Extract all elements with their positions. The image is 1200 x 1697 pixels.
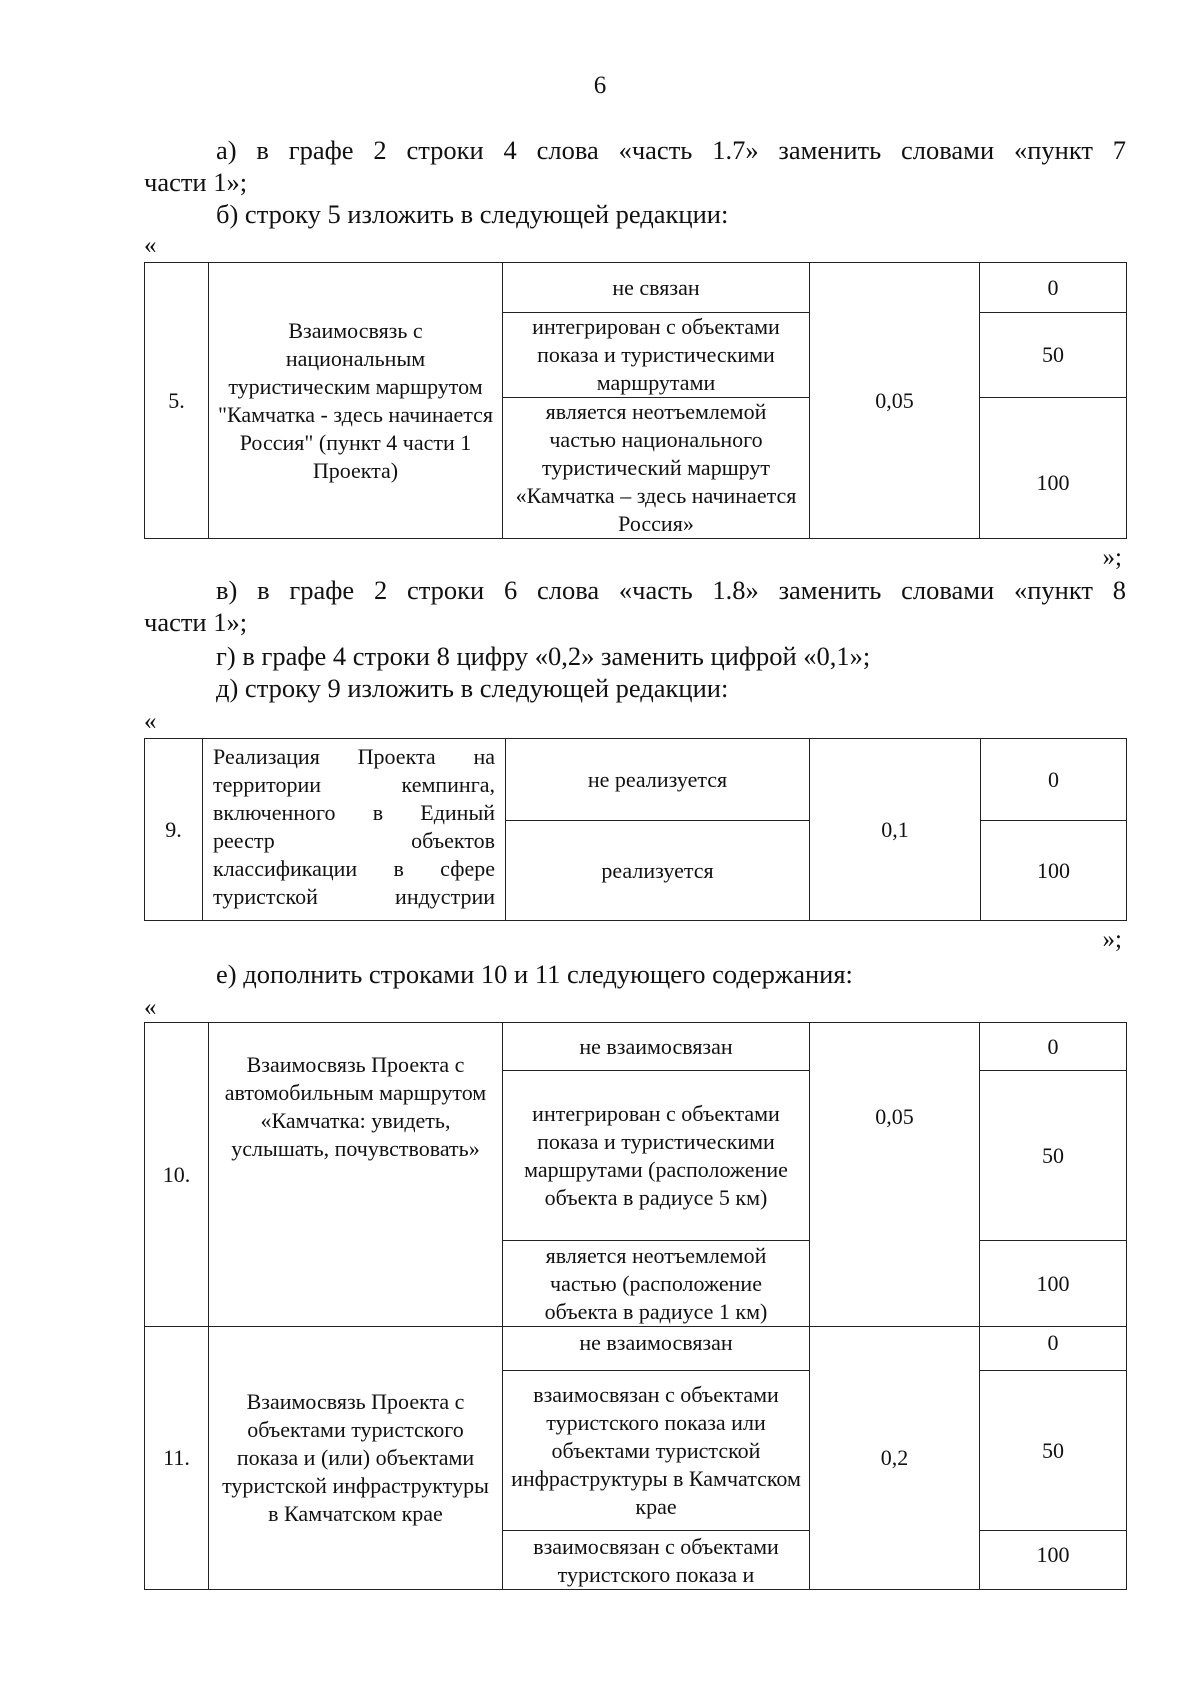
option-cell: не взаимосвязан (503, 1023, 810, 1071)
criterion-cell: Взаимосвязь Проекта с объектами туристского показа и (или) объектами туристской инфраструктуры в Камчатском крае (209, 1327, 503, 1590)
option-cell: взаимосвязан с объектами туристского показа или объектами туристской инфраструктуры в Камчатском крае (503, 1371, 810, 1531)
paragraph-v-line2: части 1»; (144, 607, 248, 637)
quote-open-2: « (144, 708, 157, 735)
page-number: 6 (593, 72, 607, 99)
score-cell: 100 (980, 1531, 1127, 1590)
score-cell: 100 (981, 821, 1127, 921)
weight-cell: 0,05 (810, 263, 980, 539)
table-row-5 (144, 262, 1127, 539)
row-number: 10. (145, 1023, 209, 1327)
score-cell: 0 (980, 263, 1127, 313)
row-number: 9. (145, 739, 203, 921)
paragraph-g: г) в графе 4 строки 8 цифру «0,2» заменить цифрой «0,1»; (216, 641, 871, 671)
quote-close-1: »; (1102, 544, 1122, 571)
quote-open-1: « (144, 232, 157, 259)
option-cell: взаимосвязан с объектами туристского показа и (503, 1531, 810, 1590)
weight-cell: 0,2 (810, 1327, 980, 1590)
score-cell: 50 (980, 1071, 1127, 1241)
score-cell: 0 (981, 739, 1127, 821)
paragraph-e: е) дополнить строками 10 и 11 следующего содержания: (216, 959, 853, 989)
table-rows-10-11 (144, 1022, 1127, 1590)
score-cell: 0 (980, 1023, 1127, 1071)
row-number: 5. (145, 263, 209, 539)
score-cell: 50 (980, 1371, 1127, 1531)
option-cell: интегрирован с объектами показа и туристическими маршрутами (503, 313, 810, 398)
score-cell: 50 (980, 313, 1127, 398)
option-cell: не реализуется (506, 739, 810, 821)
score-cell: 100 (980, 398, 1127, 539)
quote-open-3: « (144, 994, 157, 1021)
option-cell: интегрирован с объектами показа и туристическими маршрутами (расположение объекта в радиусе 5 км) (503, 1071, 810, 1241)
paragraph-v-line1: в) в графе 2 строки 6 слова «часть 1.8» заменить словами «пункт 8 (216, 575, 1126, 605)
criterion-cell: Реализация Проекта на территории кемпинга, включенного в Единый реестр объектов классификации в сфере туристской индустрии (203, 739, 506, 921)
criterion-cell: Взаимосвязь с национальным туристическим маршрутом "Камчатка - здесь начинается Россия" (пункт 4 части 1 Проекта) (209, 263, 503, 539)
score-cell: 100 (980, 1241, 1127, 1327)
option-cell: является неотъемлемой частью национального туристический маршрут «Камчатка – здесь начинается Россия» (503, 398, 810, 539)
score-cell: 0 (980, 1327, 1127, 1371)
option-cell: реализуется (506, 821, 810, 921)
row-number: 11. (145, 1327, 209, 1590)
paragraph-b: б) строку 5 изложить в следующей редакции: (216, 199, 729, 229)
option-cell: не связан (503, 263, 810, 313)
weight-cell: 0,1 (810, 739, 981, 921)
paragraph-a-line2: части 1»; (144, 167, 248, 197)
option-cell: не взаимосвязан (503, 1327, 810, 1371)
option-cell: является неотъемлемой частью (расположение объекта в радиусе 1 км) (503, 1241, 810, 1327)
paragraph-d: д) строку 9 изложить в следующей редакции: (216, 673, 729, 703)
table-row-9 (144, 738, 1127, 921)
quote-close-2: »; (1102, 926, 1122, 953)
weight-cell: 0,05 (810, 1023, 980, 1327)
criterion-cell: Взаимосвязь Проекта с автомобильным маршрутом «Камчатка: увидеть, услышать, почувствовать» (209, 1023, 503, 1327)
paragraph-a-line1: а) в графе 2 строки 4 слова «часть 1.7» заменить словами «пункт 7 (216, 135, 1126, 165)
